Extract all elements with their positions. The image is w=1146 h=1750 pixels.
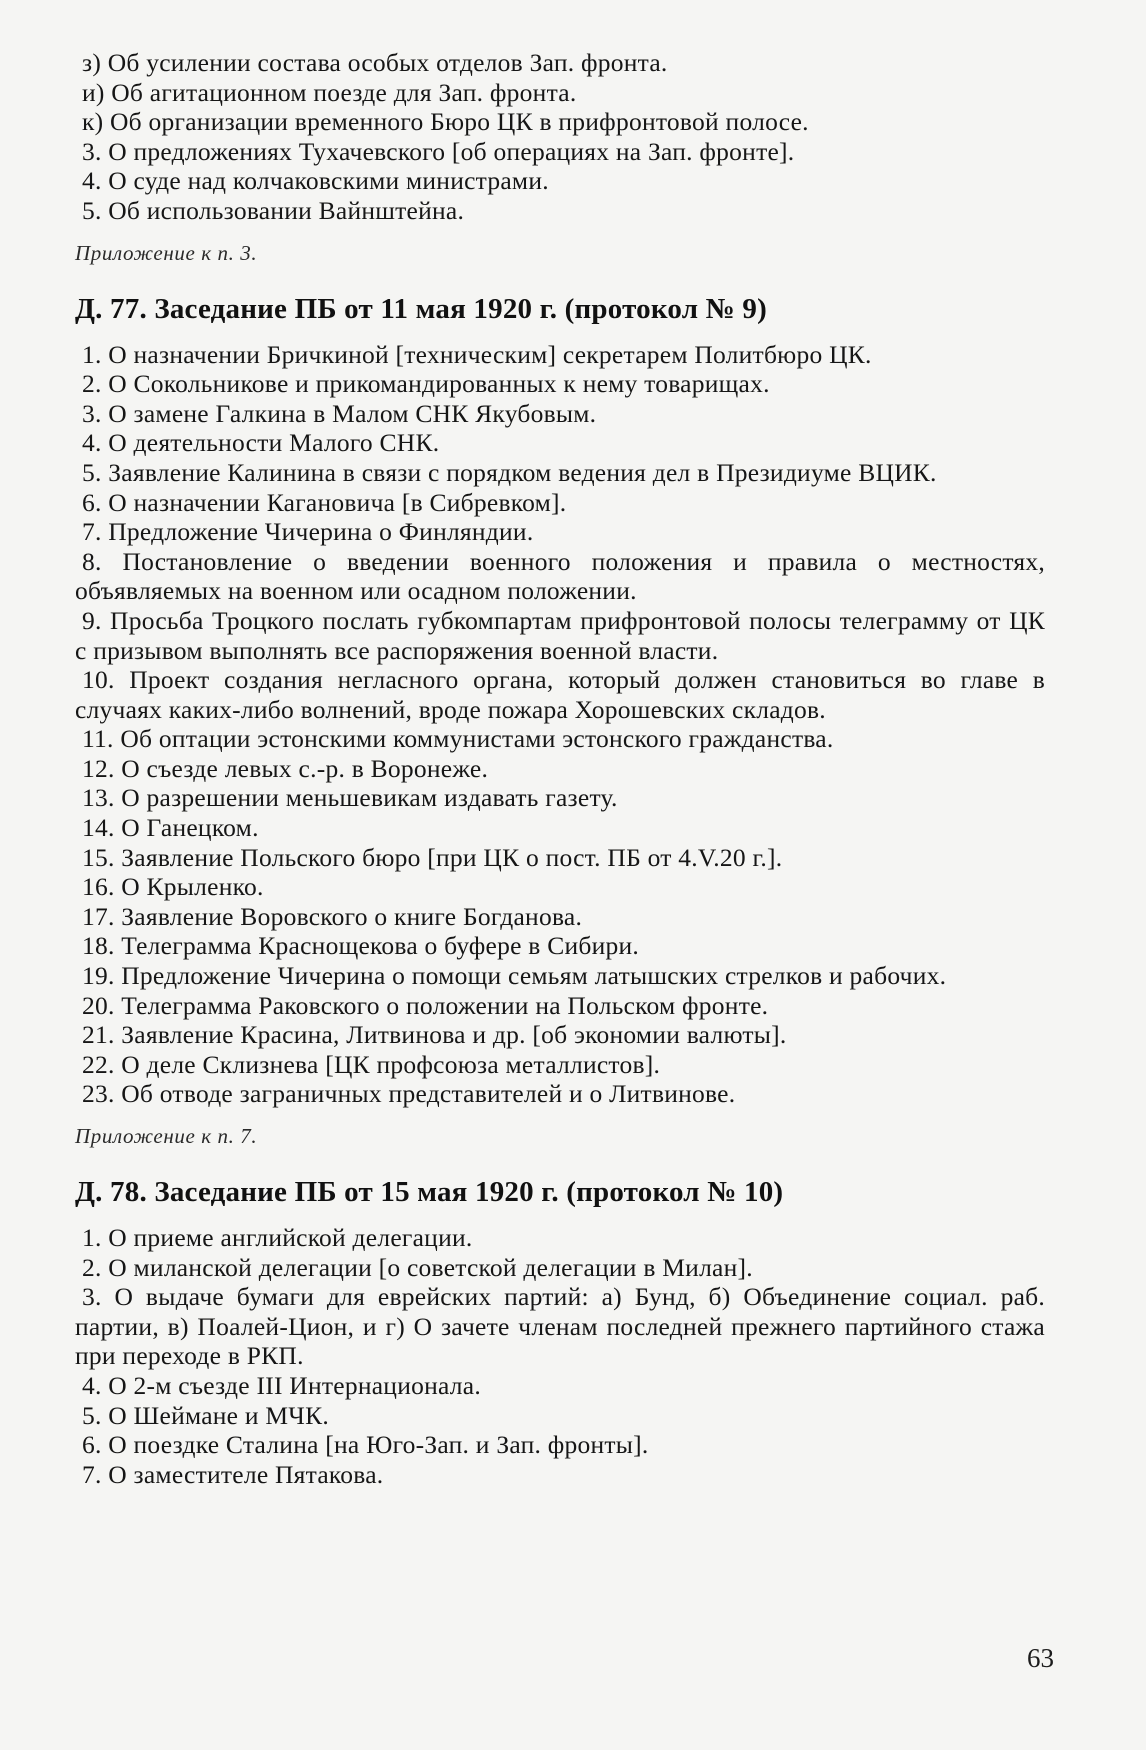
list-item: 5. Заявление Калинина в связи с порядком ведения дел в Президиуме ВЦИК.: [82, 457, 937, 487]
list-item: 10. Проект создания негласного органа, который должен становиться во главе в случаях каких-либо волнений, вроде пожара Хорошевских складов.: [75, 665, 1045, 724]
section-heading-77: Д. 77. Заседание ПБ от 11 мая 1920 г. (протокол № 9): [75, 292, 767, 325]
list-item: и) Об агитационном поезде для Зап. фронта.: [82, 77, 577, 107]
list-item: 6. О поездке Сталина [на Юго-Зап. и Зап. фронты].: [82, 1430, 649, 1460]
list-item: 22. О деле Склизнева [ЦК профсоюза металлистов].: [82, 1049, 661, 1079]
list-item: 9. Просьба Троцкого послать губкомпартам прифронтовой полосы телеграмму от ЦК с призывом выполнять все распоряжения военной власти.: [75, 605, 1045, 665]
list-item: 8. Постановление о введении военного положения и правила о местностях, объявляемых на военном или осадном положении.: [75, 546, 1045, 606]
list-item: 1. О назначении Бричкиной [техническим] секретарем Политбюро ЦК.: [82, 339, 872, 369]
list-item: 23. Об отводе заграничных представителей и о Литвинове.: [82, 1079, 736, 1109]
section-78-list: [75, 1223, 1045, 1489]
list-item: 7. О заместителе Пятакова.: [82, 1459, 384, 1489]
list-item: з) Об усилении состава особых отделов Зап. фронта.: [82, 48, 668, 77]
list-item: 2. О миланской делегации [о советской делегации в Милан].: [82, 1252, 753, 1282]
list-item: 16. О Крыленко.: [82, 872, 264, 902]
list-item: 13. О разрешении меньшевикам издавать газету.: [82, 783, 618, 813]
document-page: [75, 48, 1045, 1489]
list-item: 19. Предложение Чичерина о помощи семьям латышских стрелков и рабочих.: [82, 961, 947, 991]
list-item: 18. Телеграмма Краснощекова о буфере в Сибири.: [82, 931, 640, 961]
list-item: 4. О 2-м съезде III Интернационала.: [82, 1370, 481, 1400]
list-item: 12. О съезде левых с.-р. в Воронеже.: [82, 753, 489, 783]
page-number: 63: [1027, 1643, 1054, 1673]
list-item: 4. О суде над колчаковскими министрами.: [82, 166, 549, 196]
list-item: 4. О деятельности Малого СНК.: [82, 428, 440, 458]
list-item: 11. Об оптации эстонскими коммунистами эстонского гражданства.: [82, 724, 834, 754]
list-item: 2. О Сокольникове и прикомандированных к нему товарищах.: [82, 369, 770, 399]
list-item: 21. Заявление Красина, Литвинова и др. [об экономии валюты].: [82, 1020, 787, 1050]
list-item: 15. Заявление Польского бюро [при ЦК о пост. ПБ от 4.V.20 г.].: [82, 842, 783, 872]
appendix-note: Приложение к п. 7.: [75, 1124, 258, 1148]
top-item-list: [75, 48, 1045, 226]
list-item: 20. Телеграмма Раковского о положении на Польском фронте.: [82, 990, 769, 1020]
list-item: 14. О Ганецком.: [82, 813, 259, 843]
list-item: 17. Заявление Воровского о книге Богданова.: [82, 901, 583, 931]
appendix-note: Приложение к п. 3.: [75, 240, 258, 265]
list-item: 1. О приеме английской делегации.: [82, 1223, 473, 1252]
section-heading-78: Д. 78. Заседание ПБ от 15 мая 1920 г. (протокол № 10): [75, 1176, 784, 1208]
list-item: 7. Предложение Чичерина о Финляндии.: [82, 517, 534, 547]
list-item: 3. О предложениях Тухачевского [об операциях на Зап. фронте].: [82, 136, 795, 166]
list-item: 6. О назначении Кагановича [в Сибревком].: [82, 487, 567, 517]
list-item: 3. О замене Галкина в Малом СНК Якубовым.: [82, 398, 597, 428]
list-item: 5. О Шеймане и МЧК.: [82, 1400, 329, 1430]
list-item: к) Об организации временного Бюро ЦК в прифронтовой полосе.: [82, 107, 809, 137]
list-item: 3. О выдаче бумаги для еврейских партий: а) Бунд, б) Объединение социал. раб. партии, в) Поалей-Цион, и г) О зачете членам последней прежнего партийного стажа при переходе в РКП.: [75, 1282, 1045, 1371]
list-item: 5. Об использовании Вайнштейна.: [82, 195, 465, 225]
section-77-list: [75, 340, 1045, 1109]
